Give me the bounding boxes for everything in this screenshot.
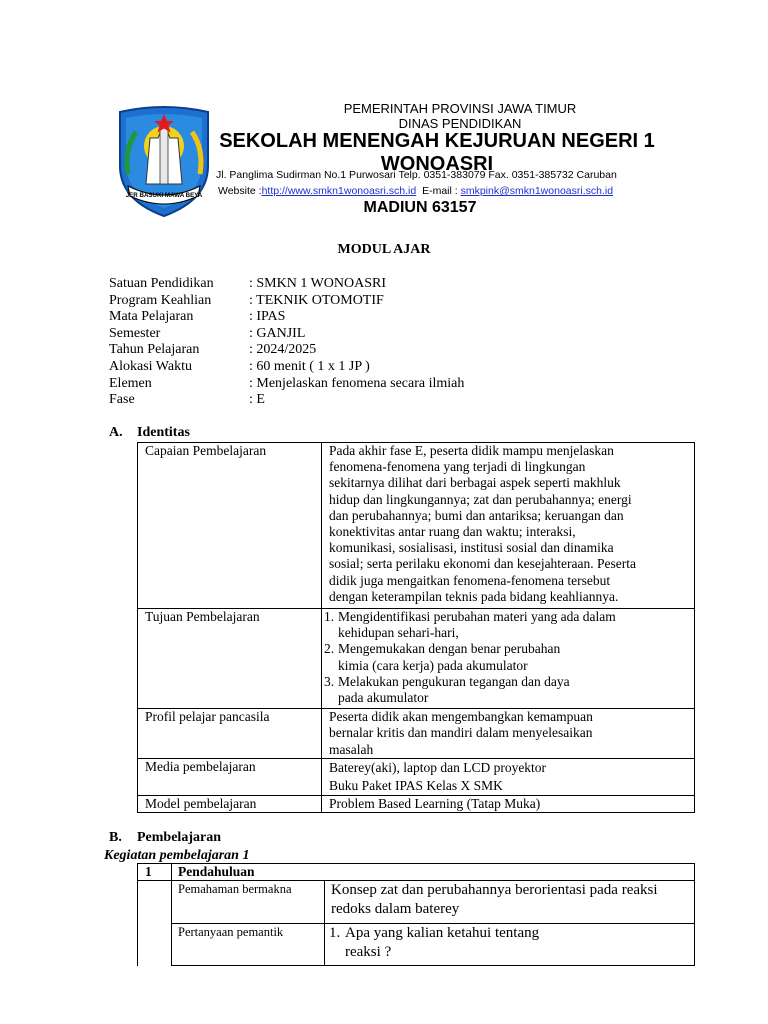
text-line: sosial; serta perilaku ekonomi dan kesejahteraan. Peserta [329, 556, 637, 572]
website-link[interactable]: http://www.smkn1wonoasri.sch.id [261, 185, 417, 197]
profil-value [322, 709, 695, 759]
info-label: Satuan Pendidikan [109, 276, 214, 291]
letterhead-government: PEMERINTAH PROVINSI JAWA TIMUR [343, 101, 577, 116]
pemahaman-value [325, 881, 695, 924]
info-row [109, 342, 464, 359]
text-line: bernalar kritis dan mandiri dalam menyelesaikan [329, 725, 593, 741]
table-row [138, 924, 695, 966]
capaian-value [322, 443, 695, 609]
list-item [324, 641, 688, 657]
table-row [138, 609, 695, 709]
table-row [138, 443, 695, 609]
list-text-continued: kimia (cara kerja) pada akumulator [338, 657, 528, 673]
list-text-continued: reaksi ? [345, 944, 392, 960]
text-line: sekitarnya dilihat dari berbagai aspek seperti makhluk [329, 475, 621, 491]
section-letter: A. [109, 425, 123, 440]
east-java-crest-logo [114, 104, 214, 218]
letterhead-address: Jl. Panglima Sudirman No.1 Purwosari Telp. 0351-383079 Fax. 0351-385732 Caruban [216, 169, 617, 181]
text-line: Peserta didik akan mengembangkan kemampuan [329, 709, 593, 725]
capaian-label: Capaian Pembelajaran [138, 443, 322, 609]
pertanyaan-value [325, 924, 695, 966]
table-row [138, 864, 695, 881]
list-item [329, 924, 694, 943]
letterhead-city: MADIUN 63157 [363, 199, 477, 216]
letterhead-school-name: SEKOLAH MENENGAH KEJURUAN NEGERI 1 [219, 130, 655, 152]
letterhead-department: DINAS PENDIDIKAN [398, 116, 522, 131]
info-value: : Menjelaskan fenomena secara ilmiah [249, 375, 465, 391]
document-title: MODUL AJAR [337, 242, 431, 257]
list-text-continued: pada akumulator [338, 690, 429, 706]
profil-label: Profil pelajar pancasila [138, 709, 322, 759]
media-label: Media pembelajaran [138, 758, 322, 795]
text-line: konektivitas antar ruang dan waktu; interaksi, [329, 524, 576, 540]
kegiatan-heading: Pendahuluan [172, 864, 695, 881]
text-line: Pada akhir fase E, peserta didik mampu menjelaskan [329, 443, 614, 458]
email-link[interactable]: smkpink@smkn1wonoasri.sch.id [460, 185, 614, 197]
email-label: E-mail : [422, 185, 458, 197]
list-item [324, 674, 688, 690]
info-label: Elemen [109, 375, 152, 391]
info-row [109, 392, 464, 409]
table-row [138, 881, 695, 924]
letterhead-school-name-line2: WONOASRI [380, 153, 494, 175]
identitas-table [137, 442, 695, 813]
list-item [324, 609, 688, 625]
info-value: : SMKN 1 WONOASRI [249, 276, 387, 291]
list-number: 2. [324, 641, 335, 657]
list-text: Melakukan pengukuran tegangan dan daya [338, 673, 570, 689]
text-line: Buku Paket IPAS Kelas X SMK [329, 777, 503, 793]
text-line: didik juga mengaitkan fenomena-fenomena tersebut [329, 572, 611, 588]
text-line: redoks dalam baterey [331, 901, 460, 917]
kegiatan-number: 1 [138, 864, 172, 881]
text-line: dengan keterampilan teknis pada bidang keahliannya. [329, 588, 619, 604]
info-row [109, 309, 464, 326]
info-row [109, 376, 464, 393]
module-info-list [109, 276, 464, 409]
kegiatan-title: Kegiatan pembelajaran 1 [104, 848, 250, 863]
info-row [109, 326, 464, 343]
list-text-continued: kehidupan sehari-hari, [338, 625, 459, 641]
table-row [138, 758, 695, 795]
text-line: hidup dan lingkungannya; zat dan perubahannya; energi [329, 491, 632, 507]
text-line: komunikasi, sosialisasi, institusi sosial dan dinamika [329, 540, 614, 556]
info-value: : E [249, 392, 265, 408]
kegiatan-table [137, 863, 695, 966]
text-line: Konsep zat dan perubahannya berorientasi pada reaksi [331, 882, 658, 898]
section-letter: B. [109, 830, 122, 845]
table-row [138, 795, 695, 812]
tujuan-label: Tujuan Pembelajaran [138, 609, 322, 709]
pemahaman-label: Pemahaman bermakna [172, 881, 325, 924]
blank-cell [138, 881, 172, 966]
text-line: masalah [329, 741, 374, 757]
info-label: Mata Pelajaran [109, 309, 194, 325]
section-b-heading [109, 830, 221, 846]
media-value [322, 758, 695, 795]
model-value: Problem Based Learning (Tatap Muka) [322, 795, 695, 812]
section-a-heading [109, 425, 190, 441]
info-label: Tahun Pelajaran [109, 342, 200, 358]
info-label: Program Keahlian [109, 292, 212, 308]
list-text: Mengemukakan dengan benar perubahan [338, 641, 561, 657]
text-line: dan perubahannya; bumi dan antariksa; keruangan dan [329, 507, 624, 523]
pertanyaan-label: Pertanyaan pemantik [172, 924, 325, 966]
info-row [109, 359, 464, 376]
list-text: Mengidentifikasi perubahan materi yang ada dalam [338, 609, 616, 625]
logo-motto: JER BASUKI MAWA BEYA [125, 192, 203, 199]
website-label: Website : [218, 185, 262, 197]
info-value: : 2024/2025 [249, 342, 317, 358]
model-label: Model pembelajaran [138, 795, 322, 812]
info-row [109, 276, 464, 293]
text-line: Baterey(aki), laptop dan LCD proyektor [329, 759, 547, 775]
tujuan-value [322, 609, 695, 709]
info-label: Fase [109, 392, 135, 408]
info-label: Semester [109, 325, 161, 341]
list-number: 3. [324, 673, 335, 689]
section-title: Pembelajaran [137, 830, 221, 845]
table-row [138, 709, 695, 759]
info-value: : GANJIL [249, 325, 306, 341]
info-value: : IPAS [249, 309, 286, 325]
info-value: : TEKNIK OTOMOTIF [249, 292, 384, 308]
section-title: Identitas [137, 425, 190, 440]
list-number: 1. [324, 609, 335, 625]
text-line: fenomena-fenomena yang terjadi di lingkungan [329, 459, 586, 475]
list-text: Apa yang kalian ketahui tentang [345, 925, 540, 941]
info-row [109, 293, 464, 310]
info-value: : 60 menit ( 1 x 1 JP ) [249, 358, 370, 374]
letterhead-contact [218, 185, 613, 197]
list-number: 1. [329, 925, 341, 941]
info-label: Alokasi Waktu [109, 358, 192, 374]
